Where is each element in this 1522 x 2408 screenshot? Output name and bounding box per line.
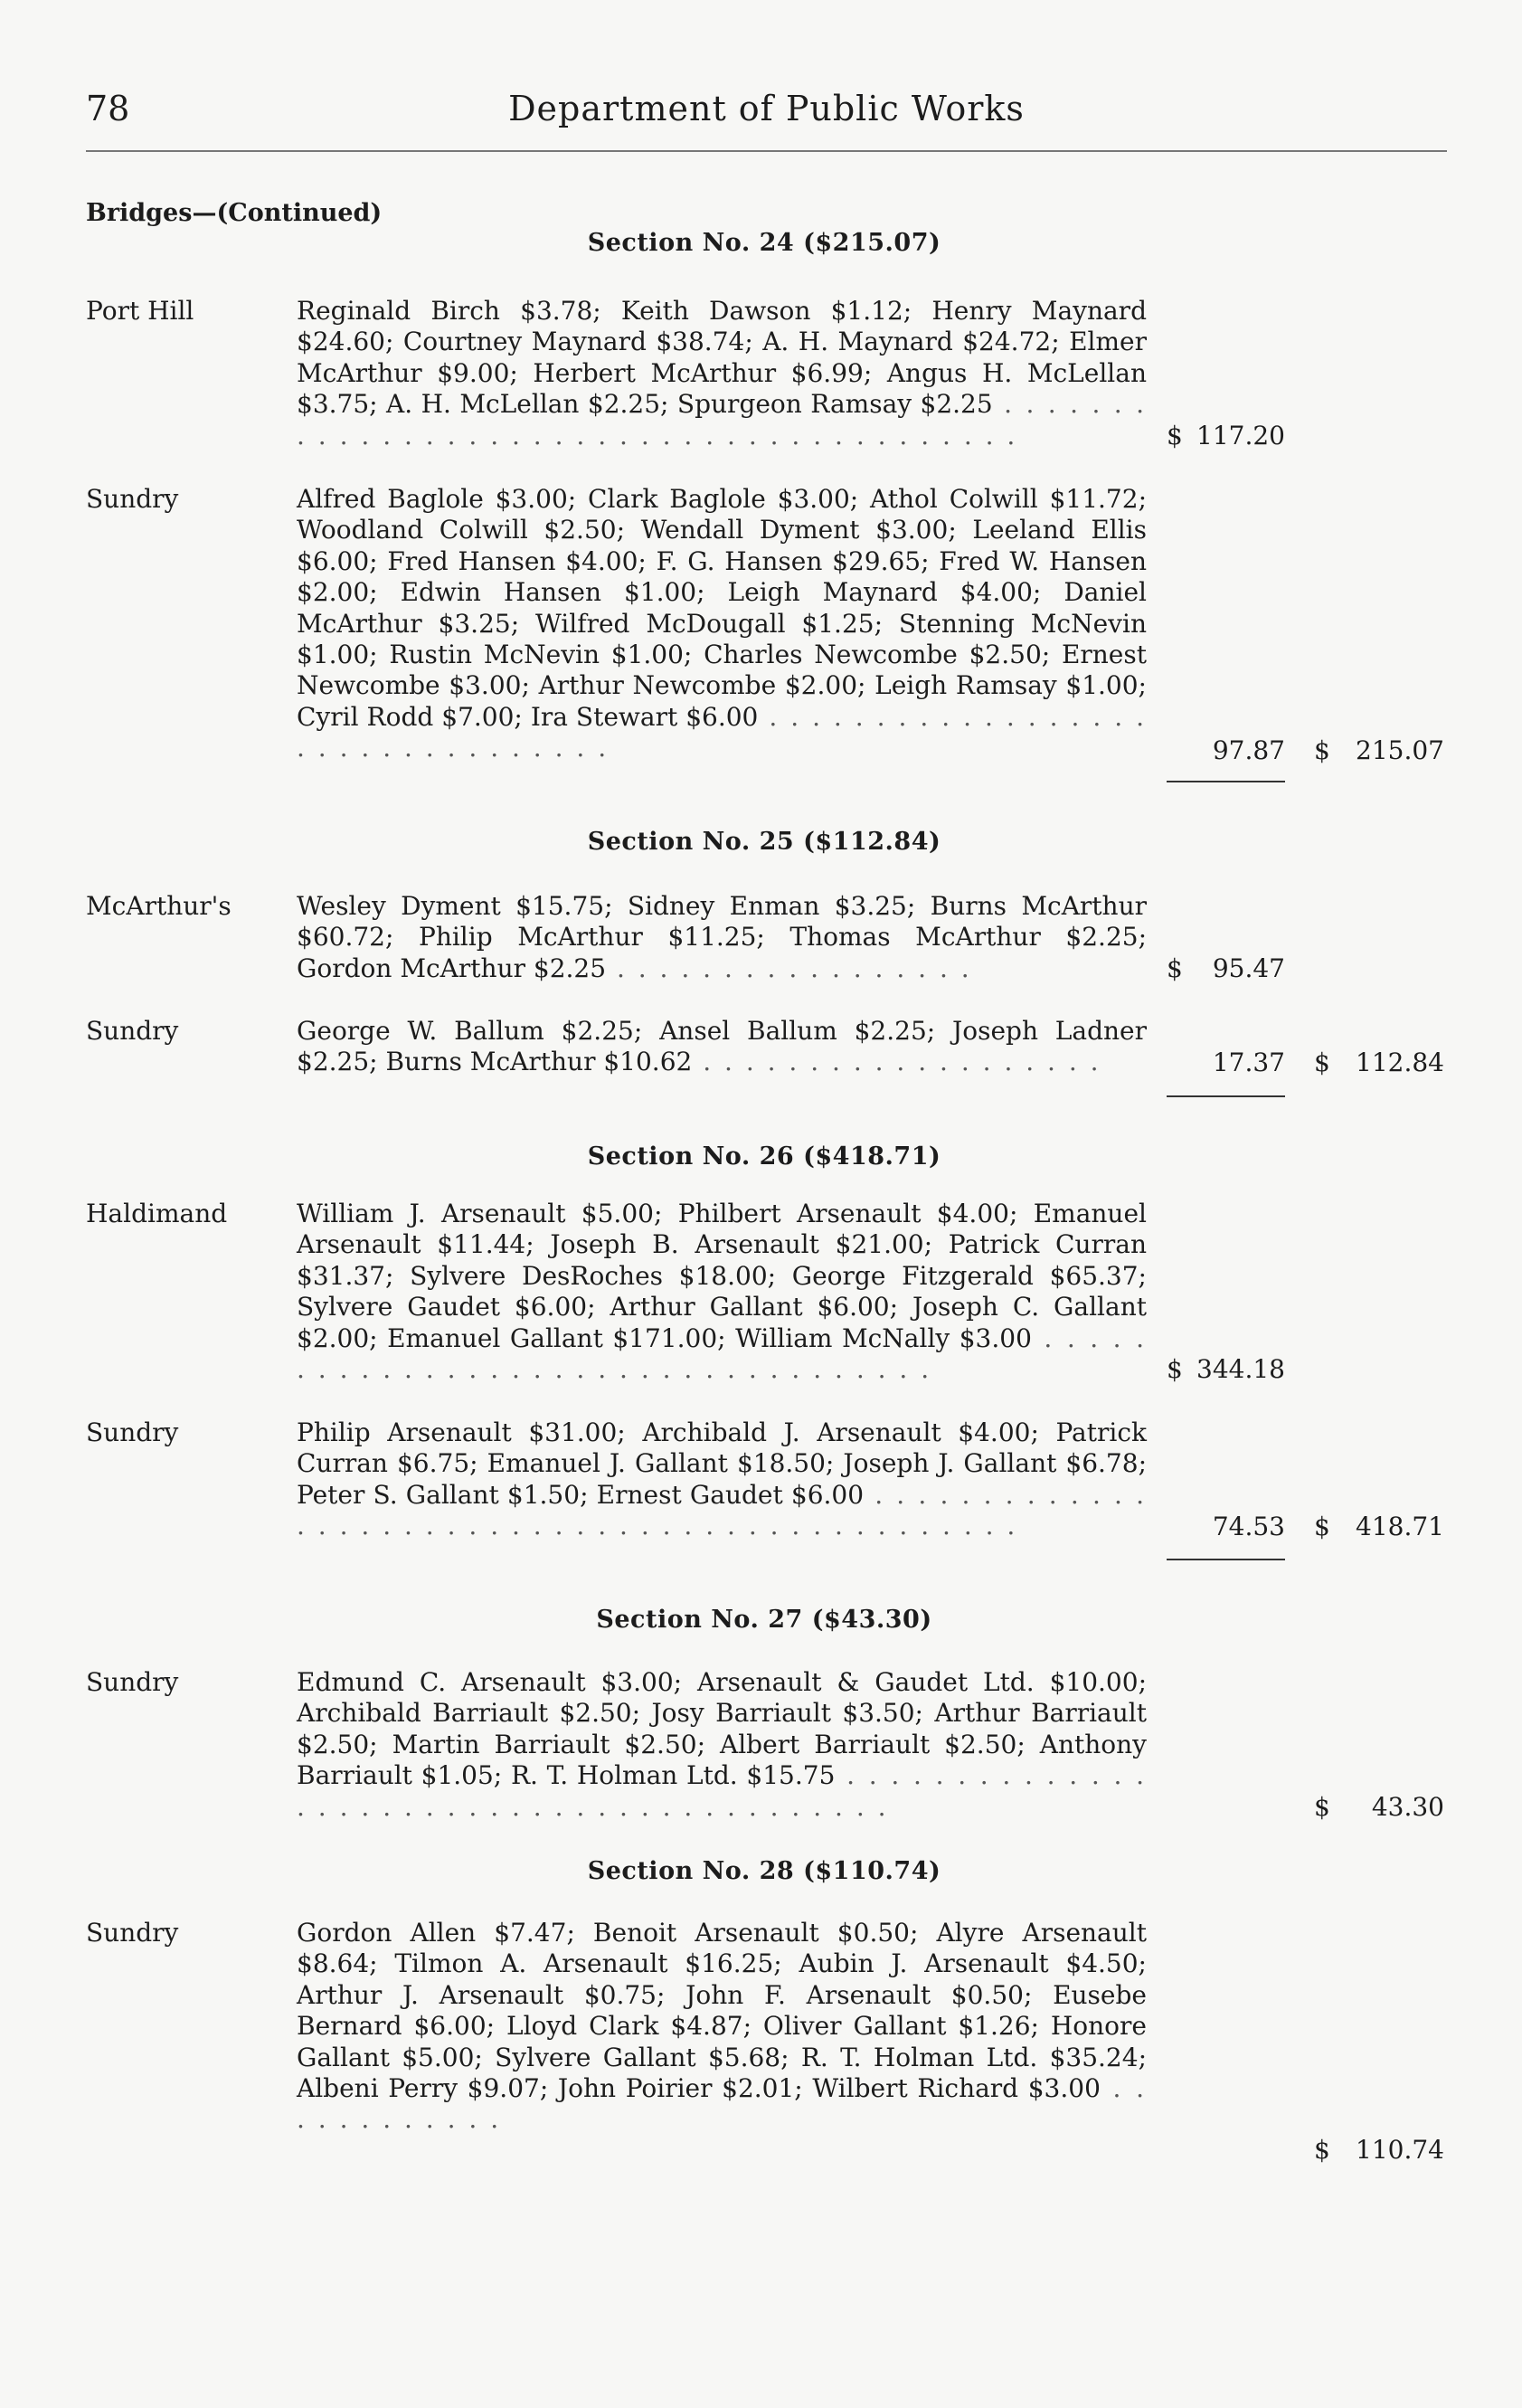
entry-subtotal: 97.87 — [1212, 735, 1285, 765]
section-total: 43.30 — [1371, 1792, 1444, 1822]
entry-payees: George W. Ballum $2.25; Ansel Ballum $2.25; Joseph Ladner $2.25; Burns McArthur $10.62 — [297, 1016, 1147, 1077]
entry-text — [297, 484, 1147, 764]
section-heading: Section No. 24 ($215.07) — [587, 229, 941, 257]
page-title: Department of Public Works — [508, 89, 1025, 128]
section-heading: Section No. 28 ($110.74) — [587, 1857, 941, 1885]
header-rule — [86, 150, 1447, 152]
subtotal-rule — [1167, 781, 1285, 782]
entry-subtotal: 344.18 — [1196, 1354, 1285, 1384]
currency-sign: $ — [1167, 1354, 1183, 1384]
place-name: Sundry — [86, 484, 179, 514]
entry-payees: Alfred Baglole $3.00; Clark Baglole $3.00; Athol Colwill $11.72; Woodland Colwill $2.50; Wendall Dyment $3.00; Leeland Ellis $6.00; Fred Hansen $4.00; F. G. Hansen $29.65; Fred W. Hansen $2.00; Edwin Hansen $1.00; Leigh Maynard $4.00; Daniel McArthur $3.25; Wilfred McDougall $1.25; Stenning McNevin $1.00; Rustin McNevin $1.00; Charles Newcombe $2.50; Ernest Newcombe $3.00; Arthur Newcombe $2.00; Leigh Ramsay $1.00; Cyril Rodd $7.00; Ira Stewart $6.00 — [297, 484, 1147, 732]
section-heading: Section No. 27 ($43.30) — [596, 1606, 932, 1634]
section-heading: Section No. 26 ($418.71) — [587, 1142, 941, 1171]
entry-subtotal: 117.20 — [1196, 421, 1285, 450]
currency-sign: $ — [1167, 421, 1183, 450]
currency-sign: $ — [1314, 2135, 1330, 2165]
entry-payees: William J. Arsenault $5.00; Philbert Arsenault $4.00; Emanuel Arsenault $11.44; Joseph B. Arsenault $21.00; Patrick Curran $31.37; Sylvere DesRoches $18.00; George Fitzgerald $65.37; Sylvere Gaudet $6.00; Arthur Gallant $6.00; Joseph C. Gallant $2.00; Emanuel Gallant $171.00; William McNally $3.00 — [297, 1199, 1147, 1353]
entry-text — [297, 1016, 1147, 1078]
entry-payees: Reginald Birch $3.78; Keith Dawson $1.12; Henry Maynard $24.60; Courtney Maynard $38.74; A. H. Maynard $24.72; Elmer McArthur $9.00; Herbert McArthur $6.99; Angus H. McLellan $3.75; A. H. McLellan $2.25; Spurgeon Ramsay $2.25 — [297, 296, 1147, 420]
place-name: Haldimand — [86, 1199, 228, 1228]
place-name: Sundry — [86, 1016, 179, 1046]
leader-dots: . . . . . . . . . . . . . . . . . . . . . . . . . . . . . . . . . — [297, 701, 1147, 763]
entry-text — [297, 1417, 1147, 1542]
page-header — [86, 89, 1447, 143]
leader-dots: . . . . . . . . . . . . . . . . . . . . . . . . . . . . . . . . . . . . . . . . . . . . . . . — [297, 1479, 1147, 1541]
entry-text — [297, 296, 1147, 451]
entry-subtotal: 74.53 — [1212, 1512, 1285, 1541]
place-name: Sundry — [86, 1918, 179, 1948]
leader-dots: . . . . . . . . . . . . . . . . . . . . . . . . . . . . . . . . . . . — [297, 1323, 1147, 1385]
entry-text — [297, 891, 1147, 984]
place-name: Sundry — [86, 1667, 179, 1697]
place-name: McArthur's — [86, 891, 232, 921]
entry-payees: Edmund C. Arsenault $3.00; Arsenault & Gaudet Ltd. $10.00; Archibald Barriault $2.50; Josy Barriault $3.50; Arthur Barriault $2.50; Martin Barriault $2.50; Albert Barriault $2.50; Anthony Barriault $1.05; R. T. Holman Ltd. $15.75 — [297, 1667, 1147, 1791]
subtotal-rule — [1167, 1095, 1285, 1097]
entry-text — [297, 1918, 1147, 2136]
currency-sign: $ — [1314, 1512, 1330, 1541]
currency-sign: $ — [1314, 1048, 1330, 1077]
entry-subtotal: 95.47 — [1212, 953, 1285, 983]
entry-payees: Philip Arsenault $31.00; Archibald J. Arsenault $4.00; Patrick Curran $6.75; Emanuel J. Gallant $18.50; Joseph J. Gallant $6.78; Peter S. Gallant $1.50; Ernest Gaudet $6.00 — [297, 1417, 1147, 1510]
entry-text — [297, 1199, 1147, 1385]
section-total: 215.07 — [1356, 735, 1444, 765]
entry-text — [297, 1667, 1147, 1823]
leader-dots: . . . . . . . . . . . . . . . . . — [606, 953, 972, 983]
subtotal-rule — [1167, 1559, 1285, 1560]
leader-dots: . . . . . . . . . . . . . . . . . . . — [692, 1047, 1101, 1077]
currency-sign: $ — [1314, 1792, 1330, 1822]
section-total: 110.74 — [1356, 2135, 1444, 2165]
continued-heading: Bridges—(Continued) — [86, 199, 383, 227]
currency-sign: $ — [1314, 735, 1330, 765]
section-heading: Section No. 25 ($112.84) — [587, 828, 941, 856]
place-name: Sundry — [86, 1417, 179, 1447]
entry-payees: Wesley Dyment $15.75; Sidney Enman $3.25; Burns McArthur $60.72; Philip McArthur $11.25; Thomas McArthur $2.25; Gordon McArthur $2.25 — [297, 891, 1147, 983]
leader-dots: . . . . . . . . . . . . . . . . . . . . . . . . . . . . . . . . . . . . . . . . . — [297, 389, 1148, 450]
entry-subtotal: 17.37 — [1212, 1048, 1285, 1077]
place-name: Port Hill — [86, 296, 194, 326]
currency-sign: $ — [1167, 953, 1183, 983]
page-number: 78 — [86, 89, 130, 128]
leader-dots: . . . . . . . . . . . . . . . . . . . . . . . . . . . . . . . . . . . . . . . . . . — [297, 1760, 1148, 1822]
section-total: 418.71 — [1356, 1512, 1444, 1541]
entry-payees: Gordon Allen $7.47; Benoit Arsenault $0.50; Alyre Arsenault $8.64; Tilmon A. Arsenault $16.25; Aubin J. Arsenault $4.50; Arthur J. Arsenault $0.75; John F. Arsenault $0.50; Eusebe Bernard $6.00; Lloyd Clark $4.87; Oliver Gallant $1.26; Honore Gallant $5.00; Sylvere Gallant $5.68; R. T. Holman Ltd. $35.24; Albeni Perry $9.07; John Poirier $2.01; Wilbert Richard $3.00 — [297, 1918, 1147, 2104]
section-total: 112.84 — [1356, 1048, 1444, 1077]
leader-dots: . . . . . . . . . . . . — [297, 2073, 1147, 2135]
